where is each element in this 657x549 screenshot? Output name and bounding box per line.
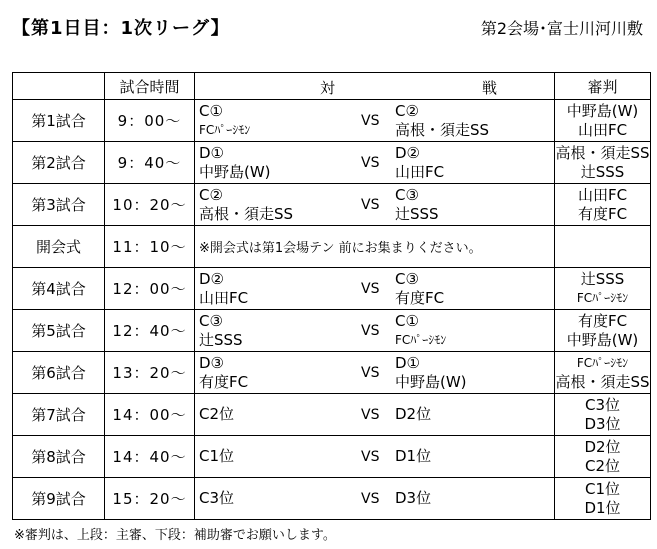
match-cell <box>195 352 555 394</box>
team-b <box>395 310 446 351</box>
vs-label: VS <box>361 322 380 339</box>
team-a-seed: C① <box>199 101 223 120</box>
team-b-name: FCﾊﾟｰｼﾓﾝ <box>395 332 447 347</box>
header-match <box>195 73 555 100</box>
game-label: 第1試合 <box>13 100 105 142</box>
team-b <box>395 268 444 309</box>
table-row <box>13 268 651 310</box>
referee-cell <box>555 142 651 184</box>
main-referee: 辻SSS <box>580 269 625 288</box>
team-b <box>395 394 431 435</box>
vs-label: VS <box>361 490 380 507</box>
team-a-name: 辻SSS <box>199 330 243 349</box>
team-b-seed: D1位 <box>395 447 432 465</box>
referee-cell <box>555 184 651 226</box>
game-time: 9：00～ <box>105 100 195 142</box>
game-label: 第8試合 <box>13 436 105 478</box>
vs-label: VS <box>361 196 380 213</box>
game-time: 14：00～ <box>105 394 195 436</box>
game-time: 9：40～ <box>105 142 195 184</box>
main-referee: 山田FC <box>577 185 628 204</box>
assistant-referee: 中野島(W) <box>566 330 639 349</box>
game-time: 10：20～ <box>105 184 195 226</box>
vs-label: VS <box>361 406 380 423</box>
assistant-referee: FCﾊﾟｰｼﾓﾝ <box>576 290 629 305</box>
game-time: 13：20～ <box>105 352 195 394</box>
vs-label: VS <box>361 112 380 129</box>
main-referee: 中野島(W) <box>566 101 639 120</box>
team-b <box>395 100 489 141</box>
assistant-referee: 有度FC <box>577 204 628 223</box>
team-b <box>395 142 444 183</box>
team-b-name: 有度FC <box>395 288 445 307</box>
table-row <box>13 184 651 226</box>
main-referee: 有度FC <box>577 311 628 330</box>
schedule-body <box>13 100 651 520</box>
referee-cell <box>555 394 651 436</box>
team-a-name: 高根・須走SS <box>199 204 294 223</box>
main-referee: C3位 <box>584 395 621 414</box>
header-match-right: 戦 <box>482 79 498 97</box>
assistant-referee: 辻SSS <box>580 162 625 181</box>
table-row <box>13 436 651 478</box>
match-cell <box>195 142 555 184</box>
referee-cell <box>555 436 651 478</box>
team-a-seed: C② <box>199 185 223 204</box>
table-row <box>13 226 651 268</box>
team-a <box>199 268 248 309</box>
vs-label: VS <box>361 280 380 297</box>
referee-cell <box>555 268 651 310</box>
referee-cell <box>555 352 651 394</box>
team-a-name: FCﾊﾟｰｼﾓﾝ <box>199 122 251 137</box>
referee-cell <box>555 478 651 520</box>
assistant-referee: C2位 <box>584 456 621 475</box>
team-b-seed: D② <box>395 143 420 162</box>
main-referee: FCﾊﾟｰｼﾓﾝ <box>576 355 629 370</box>
table-row <box>13 394 651 436</box>
table-row <box>13 100 651 142</box>
match-cell <box>195 184 555 226</box>
vs-label: VS <box>361 448 380 465</box>
team-a <box>199 478 234 519</box>
match-cell <box>195 436 555 478</box>
team-b-seed: C③ <box>395 185 419 204</box>
vs-label: VS <box>361 154 380 171</box>
match-cell <box>195 394 555 436</box>
match-cell <box>195 478 555 520</box>
game-time: 11：10～ <box>105 226 195 268</box>
referee-cell <box>555 226 651 268</box>
referee-cell <box>555 100 651 142</box>
schedule-table <box>12 72 651 520</box>
venue-label: 第2会場･富士川河川敷 <box>480 19 643 38</box>
team-b-seed: C③ <box>395 269 419 288</box>
team-a-seed: C1位 <box>199 447 235 465</box>
table-row <box>13 142 651 184</box>
team-b-name: 山田FC <box>395 162 445 181</box>
team-a-name: 中野島(W) <box>199 162 271 181</box>
referee-cell <box>555 310 651 352</box>
header-game-cell <box>13 73 105 100</box>
team-b-name: 中野島(W) <box>395 372 467 391</box>
match-cell <box>195 100 555 142</box>
table-row <box>13 310 651 352</box>
team-a-seed: D① <box>199 143 224 162</box>
team-a <box>199 436 234 477</box>
team-b-name: 辻SSS <box>395 204 439 223</box>
header-referee: 審判 <box>555 73 651 100</box>
team-b-seed: D2位 <box>395 405 432 423</box>
assistant-referee: D3位 <box>584 414 621 433</box>
header-time: 試合時間 <box>105 73 195 100</box>
table-header-row <box>13 73 651 100</box>
team-b-seed: D① <box>395 353 420 372</box>
team-a-name: 山田FC <box>199 288 249 307</box>
footnote: ※審判は、上段：主審、下段：補助審でお願いします。 <box>14 528 336 543</box>
game-label: 第4試合 <box>13 268 105 310</box>
header-match-left: 対 <box>320 79 336 97</box>
team-a-seed: D③ <box>199 353 224 372</box>
assistant-referee: D1位 <box>584 498 621 517</box>
game-time: 15：20～ <box>105 478 195 520</box>
main-referee: 高根・須走SS <box>555 143 650 162</box>
team-a-seed: C③ <box>199 311 223 330</box>
team-b-seed: D3位 <box>395 489 432 507</box>
main-referee: C1位 <box>584 479 621 498</box>
match-cell <box>195 226 555 268</box>
game-time: 14：40～ <box>105 436 195 478</box>
team-b <box>395 352 467 393</box>
vs-label: VS <box>361 364 380 381</box>
team-a <box>199 394 234 435</box>
team-b-name: 高根・須走SS <box>395 120 490 139</box>
team-a <box>199 352 248 393</box>
main-referee: D2位 <box>584 437 621 456</box>
team-a-seed: C3位 <box>199 489 235 507</box>
game-label: 第2試合 <box>13 142 105 184</box>
match-cell <box>195 268 555 310</box>
team-a <box>199 100 250 141</box>
assistant-referee: 山田FC <box>577 120 628 139</box>
team-b-seed: C① <box>395 311 419 330</box>
team-a-seed: D② <box>199 269 224 288</box>
team-a-seed: C2位 <box>199 405 235 423</box>
page-title: 【第1日目：1次リーグ】 <box>12 18 230 39</box>
match-cell <box>195 310 555 352</box>
assistant-referee: 高根・須走SS <box>555 372 650 391</box>
ceremony-notice: ※開会式は第1会場テン 前にお集まりください。 <box>199 241 482 256</box>
game-time: 12：00～ <box>105 268 195 310</box>
game-label: 開会式 <box>13 226 105 268</box>
table-row <box>13 352 651 394</box>
game-time: 12：40～ <box>105 310 195 352</box>
table-row <box>13 478 651 520</box>
team-b <box>395 478 431 519</box>
game-label: 第5試合 <box>13 310 105 352</box>
team-a <box>199 142 271 183</box>
team-a <box>199 310 243 351</box>
game-label: 第3試合 <box>13 184 105 226</box>
team-a-name: 有度FC <box>199 372 249 391</box>
game-label: 第7試合 <box>13 394 105 436</box>
game-label: 第9試合 <box>13 478 105 520</box>
team-a <box>199 184 293 225</box>
game-label: 第6試合 <box>13 352 105 394</box>
team-b <box>395 184 439 225</box>
team-b-seed: C② <box>395 101 419 120</box>
team-b <box>395 436 431 477</box>
